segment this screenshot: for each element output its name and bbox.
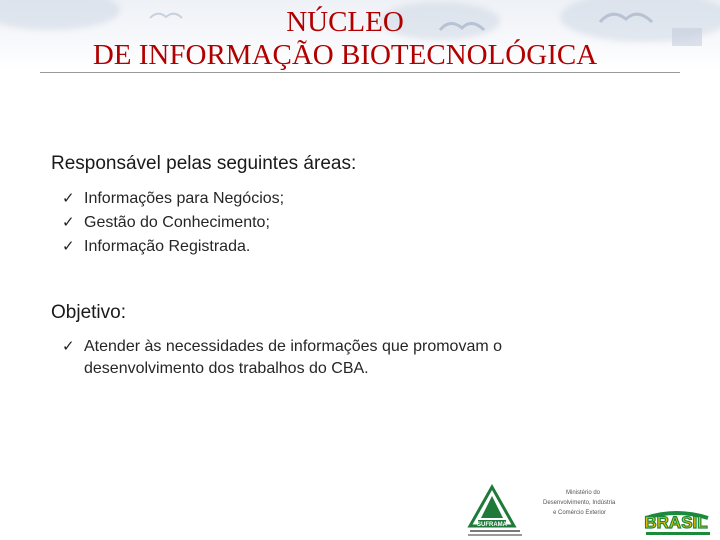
checkmark-icon: ✓	[62, 214, 75, 231]
title-line-2: DE INFORMAÇÃO BIOTECNOLÓGICA	[92, 39, 598, 71]
logos-graphic	[0, 480, 720, 540]
ministry-logo	[543, 490, 616, 516]
brasil-logo	[644, 513, 710, 535]
areas-list	[62, 187, 284, 259]
list-item	[62, 211, 284, 235]
list-item	[62, 235, 284, 259]
checkmark-icon: ✓	[62, 190, 75, 207]
areas-heading: Responsável pelas seguintes áreas:	[51, 153, 357, 174]
suframa-logo	[468, 487, 522, 536]
list-item-text: Informações para Negócios;	[84, 190, 285, 207]
slide-title	[0, 6, 690, 72]
title-divider	[40, 72, 680, 73]
list-item-text: Atender às necessidades de informações que promovam o desenvolvimento dos trabalhos do CBA.	[84, 338, 503, 377]
ministry-line-1: Ministério do	[566, 490, 601, 496]
list-item	[62, 187, 284, 211]
ministry-line-2: Desenvolvimento, Indústria	[543, 500, 616, 506]
list-item	[62, 336, 574, 380]
footer-logos	[0, 480, 720, 540]
ministry-line-3: e Comércio Exterior	[553, 510, 607, 516]
objective-heading: Objetivo:	[51, 302, 126, 323]
objective-list	[62, 336, 574, 380]
title-line-1: NÚCLEO	[286, 6, 404, 38]
checkmark-icon: ✓	[62, 238, 75, 255]
list-item-text: Informação Registrada.	[84, 238, 251, 255]
brasil-label: BRASIL	[644, 513, 708, 532]
list-item-text: Gestão do Conhecimento;	[84, 214, 270, 231]
suframa-label: SUFRAMA	[477, 522, 507, 528]
checkmark-icon: ✓	[62, 338, 75, 355]
